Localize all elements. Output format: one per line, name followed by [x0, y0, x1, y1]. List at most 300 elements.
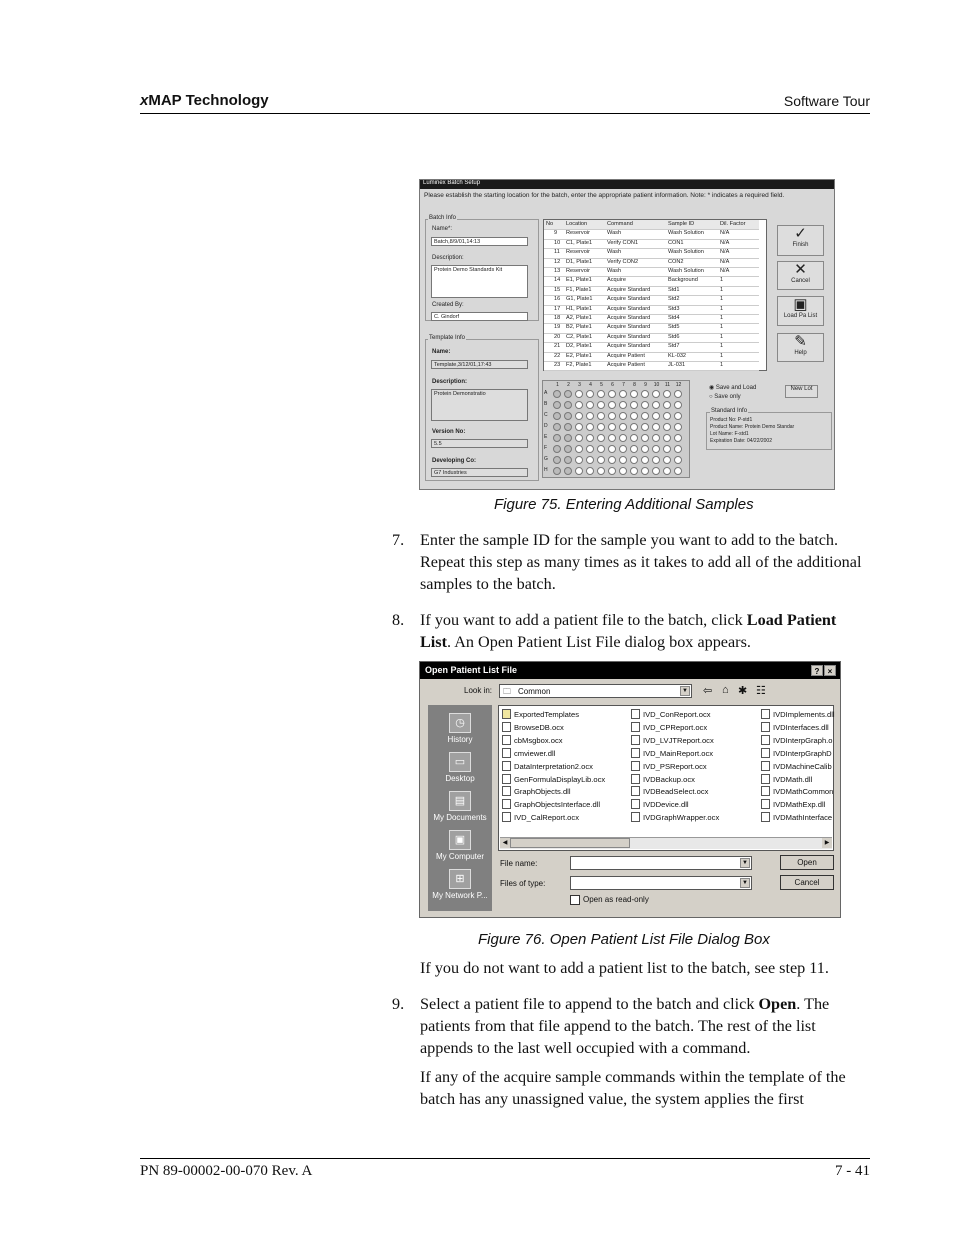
f75-batch-table[interactable]: [543, 219, 767, 371]
plate-well[interactable]: [619, 401, 627, 409]
plate-well[interactable]: [663, 423, 671, 431]
plate-well[interactable]: [641, 456, 649, 464]
figure-76-caption: Figure 76. Open Patient List File Dialog Box: [478, 931, 770, 948]
file-item[interactable]: IVD_ConReport.ocx: [631, 709, 711, 719]
f75-table-cell: N/A: [720, 239, 730, 246]
plate-well[interactable]: [652, 423, 660, 431]
f75-table-cell: Std3: [668, 305, 680, 312]
f75-table-cell: A2, Plate1: [566, 315, 592, 321]
f75-table-cell: 23: [554, 362, 561, 368]
file-icon: [761, 799, 770, 809]
plate-well[interactable]: [663, 412, 671, 420]
f75-table-cell: Wash: [607, 268, 622, 274]
f75-table-cell: C1, Plate1: [566, 239, 593, 246]
file-item[interactable]: IVD_MainReport.ocx: [631, 748, 713, 758]
f75-table-cell: Std4: [668, 315, 680, 321]
plate-well[interactable]: [597, 434, 605, 442]
file-item[interactable]: IVD_PSReport.ocx: [631, 761, 707, 771]
f75-table-cell: 9: [554, 230, 558, 237]
f75-table-cell: Reservoir: [566, 268, 590, 274]
file-icon: [502, 774, 511, 784]
figure-75-caption: Figure 75. Entering Additional Samples: [494, 496, 754, 513]
file-item[interactable]: cmviewer.dll: [502, 748, 555, 758]
f75-table-cell: Verify CON2: [607, 258, 639, 265]
plate-well[interactable]: [608, 445, 616, 453]
plate-well[interactable]: [586, 390, 594, 398]
f75-name-field[interactable]: Batch,8/9/01,14:13: [431, 237, 528, 246]
f75-table-cell: 1: [720, 324, 724, 331]
places-bar: [428, 705, 492, 911]
f75-std-product-no: Product No: P-std1: [710, 417, 753, 423]
folder-icon: [502, 709, 511, 719]
plate-column-label: 5: [600, 382, 603, 388]
file-name-input[interactable]: [570, 856, 752, 870]
plate-row-label: C: [544, 412, 548, 418]
plate-well[interactable]: [564, 445, 572, 453]
f75-table-cell: N/A: [720, 258, 730, 265]
cancel-dialog-button[interactable]: Cancel: [780, 875, 834, 890]
file-icon: [502, 735, 511, 745]
plate-well[interactable]: [674, 445, 682, 453]
new-lot-button[interactable]: New Lot: [785, 385, 818, 398]
plate-well[interactable]: [630, 445, 638, 453]
file-icon: [761, 748, 770, 758]
file-icon: [502, 812, 511, 822]
plate-well[interactable]: [608, 467, 616, 475]
plate-well[interactable]: [641, 467, 649, 475]
place-desktop[interactable]: ▭ Desktop: [428, 752, 492, 783]
new-folder-icon[interactable]: ✱: [738, 685, 748, 697]
plate-well[interactable]: [597, 467, 605, 475]
file-item[interactable]: IVDMath.dll: [761, 774, 812, 784]
step-8-number: 8.: [392, 611, 405, 629]
f75-template-name-field: Template,3/12/01,17:43: [431, 360, 528, 369]
plate-well[interactable]: [553, 456, 561, 464]
plate-well[interactable]: [619, 456, 627, 464]
file-item[interactable]: IVDInterpGraph.o: [761, 735, 833, 745]
step-9-number: 9.: [392, 995, 405, 1013]
plate-well[interactable]: [553, 390, 561, 398]
f75-std-product-name: Product Name: Protein Demo Standar: [710, 424, 795, 430]
plate-row-label: E: [544, 434, 548, 440]
plate-well[interactable]: [674, 456, 682, 464]
plate-well[interactable]: [586, 456, 594, 464]
f75-table-cell: 21: [554, 343, 561, 350]
plate-well[interactable]: [597, 412, 605, 420]
plate-well[interactable]: [575, 423, 583, 431]
file-item[interactable]: IVD_CPReport.ocx: [631, 722, 707, 732]
file-item[interactable]: IVDMachineCalib: [761, 761, 832, 771]
file-icon: [631, 786, 640, 796]
plate-well[interactable]: [608, 390, 616, 398]
f75-table-cell: Wash Solution: [668, 249, 704, 256]
f75-table-cell: Std6: [668, 333, 680, 340]
step-7-number: 7.: [392, 531, 405, 549]
scroll-left-icon[interactable]: ◀: [500, 838, 510, 848]
closing-paragraph: If any of the acquire sample commands within the template of the batch has any unassigned value, the system applies the first: [420, 1068, 846, 1108]
f75-table-cell: D1, Plate1: [566, 258, 593, 265]
plate-well[interactable]: [608, 434, 616, 442]
f75-table-cell: Reservoir: [566, 249, 590, 256]
plate-well[interactable]: [630, 467, 638, 475]
file-item[interactable]: IVDBeadSelect.ocx: [631, 786, 708, 796]
plate-well[interactable]: [575, 434, 583, 442]
f75-table-cell: C2, Plate1: [566, 333, 593, 340]
plate-well[interactable]: [674, 467, 682, 475]
read-only-label: Open as read-only: [583, 895, 649, 904]
plate-well[interactable]: [619, 445, 627, 453]
file-item[interactable]: IVDMathCommon: [761, 786, 833, 796]
plate-well[interactable]: [586, 412, 594, 420]
step-7-text: Enter the sample ID for the sample you want to add to the batch. Repeat this step as many times as it takes to add all of the additional samples to the batch.: [420, 531, 862, 593]
plate-column-label: 7: [622, 382, 625, 388]
plate-well[interactable]: [553, 401, 561, 409]
up-folder-icon[interactable]: ⌂: [722, 684, 729, 696]
open-button[interactable]: Open: [780, 855, 834, 870]
place-my-computer[interactable]: ▣ My Computer: [428, 830, 492, 861]
computer-icon: ▣: [449, 830, 471, 850]
f75-table-cell: 19: [554, 324, 561, 331]
plate-well[interactable]: [630, 401, 638, 409]
f75-table-cell: 1: [720, 333, 724, 340]
running-header-title: xMAP Technology: [140, 92, 269, 109]
f75-batch-info-label: Batch Info: [429, 215, 457, 221]
f76-title-bar: Open Patient List File: [420, 662, 840, 679]
f75-table-cell: Acquire Standard: [607, 343, 651, 350]
chevron-down-icon: ▼: [740, 878, 750, 888]
plate-well[interactable]: [608, 423, 616, 431]
f75-table-cell: Wash Solution: [668, 230, 704, 237]
file-item[interactable]: BrowseDB.ocx: [502, 722, 564, 732]
plate-well[interactable]: [553, 423, 561, 431]
plate-well[interactable]: [553, 434, 561, 442]
file-item[interactable]: cbMsgbox.ocx: [502, 735, 563, 745]
f75-table-cell: 12: [554, 258, 561, 265]
plate-well[interactable]: [641, 412, 649, 420]
file-icon: [761, 722, 770, 732]
plate-well[interactable]: [663, 434, 671, 442]
f75-template-description-field: Protein Demonstratio: [431, 389, 528, 421]
f75-table-cell: F2, Plate1: [566, 362, 592, 368]
plate-well[interactable]: [663, 445, 671, 453]
file-icon: [502, 722, 511, 732]
f75-table-cell: 13: [554, 268, 561, 274]
file-icon: [631, 812, 640, 822]
plate-well[interactable]: [652, 456, 660, 464]
f75-std-expiration: Expiration Date: 04/22/2002: [710, 438, 772, 444]
plate-well[interactable]: [641, 423, 649, 431]
plate-well[interactable]: [553, 445, 561, 453]
file-name-label: File name:: [500, 859, 538, 868]
finish-button[interactable]: ✓ Finish: [777, 225, 824, 256]
plate-column-label: 9: [644, 382, 647, 388]
help-button[interactable]: ✎ Help: [777, 333, 824, 362]
plate-well[interactable]: [641, 445, 649, 453]
f75-table-cell: 11: [554, 249, 560, 256]
f75-table-cell: Wash: [607, 249, 622, 256]
file-item[interactable]: IVDMathExp.dll: [761, 799, 825, 809]
plate-well[interactable]: [586, 401, 594, 409]
f75-table-cell: Wash: [607, 230, 622, 237]
f75-table-cell: F1, Plate1: [566, 286, 592, 293]
plate-well[interactable]: [652, 390, 660, 398]
f75-instruction: Please establish the starting location for the batch, enter the appropriate patient information. Note: * indicates a required field.: [424, 192, 785, 199]
plate-well[interactable]: [553, 467, 561, 475]
f75-table-cell: 16: [554, 296, 561, 303]
f75-table-cell: 15: [554, 286, 561, 293]
plate-well[interactable]: [608, 401, 616, 409]
place-my-network[interactable]: ⊞ My Network P...: [428, 869, 492, 900]
f75-table-cell: Acquire Patient: [607, 352, 645, 359]
plate-well[interactable]: [630, 390, 638, 398]
plate-well[interactable]: [586, 445, 594, 453]
file-item[interactable]: GenFormulaDisplayLib.ocx: [502, 774, 605, 784]
plate-well[interactable]: [608, 412, 616, 420]
plate-well[interactable]: [564, 467, 572, 475]
f75-table-cell: Wash Solution: [668, 268, 704, 274]
documents-icon: ▤: [449, 791, 471, 811]
f75-table-cell: 10: [554, 239, 561, 246]
file-list[interactable]: [498, 705, 834, 851]
f75-table-cell: Reservoir: [566, 230, 590, 237]
files-of-type-label: Files of type:: [500, 879, 546, 888]
f75-table-cell: B2, Plate1: [566, 324, 592, 331]
f75-table-cell: 1: [720, 296, 724, 303]
view-menu-icon[interactable]: ☷: [756, 685, 766, 697]
f75-table-cell: 1: [720, 286, 724, 293]
file-item[interactable]: GraphObjects.dll: [502, 786, 571, 796]
scrollbar-thumb[interactable]: [510, 838, 630, 848]
file-item[interactable]: IVDInterpGraphD: [761, 748, 832, 758]
radio-save-and-load[interactable]: ◉ Save and Load: [709, 385, 757, 391]
load-patient-list-button[interactable]: ▣ Load Pa List: [777, 296, 824, 326]
file-item[interactable]: ExportedTemplates: [502, 709, 579, 719]
file-item[interactable]: IVDBackup.ocx: [631, 774, 695, 784]
plate-well[interactable]: [674, 434, 682, 442]
desktop-icon: ▭: [449, 752, 471, 772]
f75-table-cell: Acquire Standard: [607, 324, 651, 331]
plate-well[interactable]: [575, 412, 583, 420]
plate-well[interactable]: [586, 423, 594, 431]
scroll-right-icon[interactable]: ▶: [822, 838, 832, 848]
plate-well[interactable]: [663, 390, 671, 398]
horizontal-scrollbar[interactable]: [500, 837, 832, 849]
plate-well[interactable]: [630, 423, 638, 431]
f75-table-cell: 1: [720, 343, 724, 350]
plate-well[interactable]: [674, 423, 682, 431]
plate-well[interactable]: [652, 412, 660, 420]
plate-well[interactable]: [575, 390, 583, 398]
read-only-checkbox[interactable]: [570, 895, 580, 905]
plate-column-label: 1: [556, 382, 559, 388]
plate-column-label: 8: [633, 382, 636, 388]
file-icon: [761, 709, 770, 719]
f75-table-cell: N/A: [720, 249, 730, 256]
plate-well[interactable]: [630, 412, 638, 420]
plate-well[interactable]: [663, 456, 671, 464]
plate-well[interactable]: [586, 467, 594, 475]
f75-template-name-label: Name:: [432, 349, 451, 355]
plate-column-label: 10: [653, 382, 660, 388]
plate-column-label: 6: [611, 382, 614, 388]
file-item[interactable]: IVDInterfaces.dll: [761, 722, 829, 732]
f75-table-cell: Acquire Standard: [607, 305, 651, 312]
f75-version-field: 5.5: [431, 439, 528, 448]
f75-std-lot-name: Lot Name: F-std1: [710, 431, 749, 437]
plate-well[interactable]: [641, 434, 649, 442]
f75-developing-label: Developing Co:: [432, 458, 477, 464]
f75-plate-grid[interactable]: [542, 380, 690, 478]
plate-well[interactable]: [619, 434, 627, 442]
file-icon: [631, 722, 640, 732]
plate-well[interactable]: [597, 401, 605, 409]
plate-well[interactable]: [652, 401, 660, 409]
f75-created-by-field[interactable]: C. Gindorf: [431, 312, 528, 321]
file-icon: [761, 774, 770, 784]
file-icon: [631, 799, 640, 809]
plate-well[interactable]: [575, 467, 583, 475]
plate-column-label: 12: [675, 382, 682, 388]
plate-well[interactable]: [674, 401, 682, 409]
f75-table-cell: E1, Plate1: [566, 277, 592, 284]
f75-table-cell: KL-032: [668, 352, 687, 359]
plate-column-label: 3: [578, 382, 581, 388]
f75-created-by-label: Created By:: [432, 302, 464, 308]
plate-well[interactable]: [564, 412, 572, 420]
plate-well[interactable]: [652, 434, 660, 442]
f75-table-cell: Std5: [668, 324, 680, 331]
plate-row-label: A: [544, 390, 548, 396]
help-title-button[interactable]: ?: [811, 665, 823, 676]
plate-well[interactable]: [619, 423, 627, 431]
f75-developing-field: G7 Industries: [431, 468, 528, 477]
plate-column-label: 11: [664, 382, 671, 388]
f75-table-cell: Acquire: [607, 277, 626, 284]
plate-well[interactable]: [597, 456, 605, 464]
plate-well[interactable]: [619, 467, 627, 475]
f75-table-cell: Acquire Standard: [607, 296, 651, 303]
file-item[interactable]: DataInterpretation2.ocx: [502, 761, 593, 771]
plate-well[interactable]: [619, 390, 627, 398]
plate-well[interactable]: [641, 401, 649, 409]
f75-table-cell: 22: [554, 352, 561, 359]
look-in-label: Look in:: [464, 686, 493, 695]
plate-well[interactable]: [564, 401, 572, 409]
f75-name-label: Name*:: [432, 226, 453, 232]
f75-table-row[interactable]: [544, 361, 759, 371]
look-in-dropdown[interactable]: 🗀 Common ▼: [499, 684, 692, 698]
close-title-button[interactable]: ×: [824, 665, 836, 676]
f75-table-cell: Std7: [668, 343, 680, 350]
footer-rule: [140, 1158, 870, 1159]
place-history[interactable]: ◷ History: [428, 713, 492, 744]
plate-well[interactable]: [564, 390, 572, 398]
f75-table-cell: 17: [554, 305, 561, 312]
plate-well[interactable]: [553, 412, 561, 420]
skip-note: If you do not want to add a patient list to the batch, see step 11.: [420, 959, 829, 977]
history-icon: ◷: [449, 713, 471, 733]
file-icon: [502, 799, 511, 809]
plate-well[interactable]: [641, 390, 649, 398]
file-item[interactable]: IVDMathInterface: [761, 812, 832, 822]
plate-well[interactable]: [597, 390, 605, 398]
f75-table-cell: Std2: [668, 296, 680, 303]
f75-table-cell: E2, Plate1: [566, 352, 592, 359]
file-item[interactable]: IVDGraphWrapper.ocx: [631, 812, 719, 822]
f75-table-cell: N/A: [720, 268, 730, 274]
plate-well[interactable]: [619, 412, 627, 420]
plate-well[interactable]: [575, 401, 583, 409]
plate-well[interactable]: [630, 434, 638, 442]
f75-table-cell: D2, Plate1: [566, 343, 593, 350]
plate-well[interactable]: [597, 423, 605, 431]
plate-well[interactable]: [564, 423, 572, 431]
cancel-button[interactable]: ✕ Cancel: [777, 261, 824, 290]
plate-well[interactable]: [663, 401, 671, 409]
plate-row-label: H: [544, 467, 548, 473]
plate-well[interactable]: [564, 456, 572, 464]
step-8-text: If you want to add a patient file to the batch, click Load Patient List. An Open Patient List File dialog box appears.: [420, 611, 837, 651]
plate-well[interactable]: [575, 456, 583, 464]
f75-table-cell: H1, Plate1: [566, 305, 593, 312]
plate-row-label: F: [544, 445, 548, 451]
f75-description-field[interactable]: Protein Demo Standards Kit: [431, 265, 528, 298]
plate-well[interactable]: [652, 445, 660, 453]
running-header-section: Software Tour: [783, 93, 870, 109]
file-item[interactable]: GraphObjectsInterface.dll: [502, 799, 600, 809]
f75-table-cell: Background: [668, 277, 698, 284]
f75-table-cell: G1, Plate1: [566, 296, 593, 303]
plate-well[interactable]: [586, 434, 594, 442]
plate-well[interactable]: [575, 445, 583, 453]
file-icon: [631, 761, 640, 771]
file-icon: [502, 748, 511, 758]
plate-well[interactable]: [608, 456, 616, 464]
plate-well[interactable]: [674, 390, 682, 398]
plate-well[interactable]: [597, 445, 605, 453]
plate-well[interactable]: [663, 467, 671, 475]
radio-save-only[interactable]: ○ Save only: [709, 394, 741, 400]
plate-well[interactable]: [564, 434, 572, 442]
file-item[interactable]: IVDDevice.dll: [631, 799, 689, 809]
place-my-documents[interactable]: ▤ My Documents: [428, 791, 492, 822]
file-item[interactable]: IVD_LVJTReport.ocx: [631, 735, 714, 745]
back-icon[interactable]: ⇦: [703, 685, 713, 697]
plate-well[interactable]: [652, 467, 660, 475]
f75-table-cell: Acquire Standard: [607, 286, 651, 293]
f75-table-cell: 18: [554, 315, 561, 321]
plate-column-label: 4: [589, 382, 592, 388]
f75-table-cell: 1: [720, 352, 724, 359]
file-item[interactable]: IVDImplements.dll: [761, 709, 835, 719]
file-icon: [502, 761, 511, 771]
file-icon: [631, 709, 640, 719]
f75-table-header: No Location Command Sample ID Dil. Factor: [544, 220, 759, 230]
plate-well[interactable]: [630, 456, 638, 464]
file-icon: [631, 748, 640, 758]
f75-table-cell: 14: [554, 277, 561, 284]
plate-row-label: D: [544, 423, 548, 429]
f75-table-cell: CON2: [668, 258, 684, 265]
f75-table-cell: 1: [720, 305, 724, 312]
plate-row-label: G: [544, 456, 548, 462]
chevron-down-icon: ▼: [740, 858, 750, 868]
files-of-type-select[interactable]: [570, 876, 752, 890]
plate-well[interactable]: [674, 412, 682, 420]
f75-table-cell: 1: [720, 315, 724, 321]
f75-table-cell: JL-031: [668, 362, 686, 368]
file-item[interactable]: IVD_CalReport.ocx: [502, 812, 579, 822]
